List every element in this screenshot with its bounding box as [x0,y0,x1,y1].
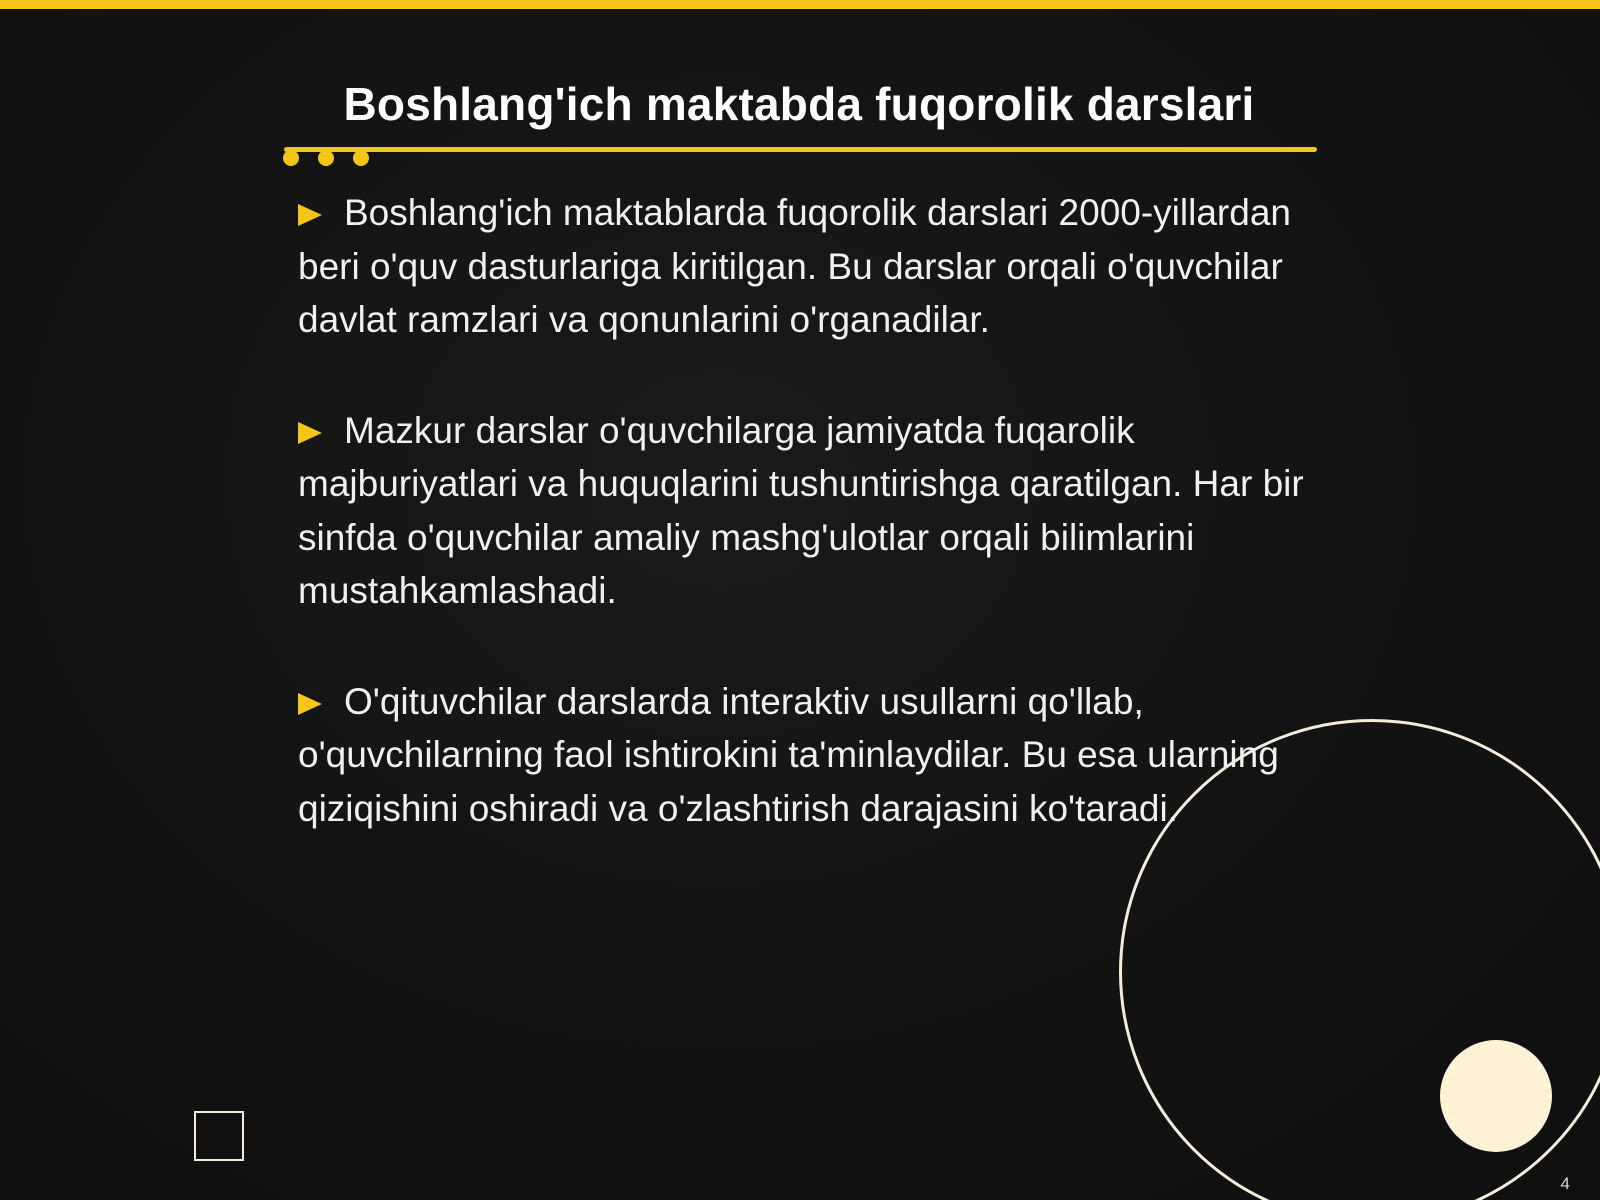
decorative-square [194,1111,244,1161]
bullet-list [298,186,1308,892]
bullet-item [298,675,1308,836]
decorative-dot [318,150,334,166]
triangle-right-icon [298,422,322,444]
page-number: 4 [1560,1174,1570,1193]
decorative-circle-filled [1440,1040,1552,1152]
triangle-right-icon [298,204,322,226]
bullet-item [298,404,1308,618]
top-accent-bar [0,0,1600,9]
slide-title: Boshlang'ich maktabda fuqorolik darslari [343,78,1255,130]
bullet-text: Mazkur darslar o'quvchilarga jamiyatda fuqarolik majburiyatlari va huquqlarini tushuntirishga qaratilgan. Har bir sinfda o'quvchilar amaliy mashg'ulotlar orqali bilimlarini mustahkamlashadi. [298,409,1304,611]
bullet-text: Boshlang'ich maktablarda fuqorolik darslari 2000-yillardan beri o'quv dasturlariga kiritilgan. Bu darslar orqali o'quvchilar davlat ramzlari va qonunlarini o'rganadilar. [298,192,1291,340]
decorative-dot [353,150,369,166]
bullet-item [298,186,1308,347]
bullet-text: O'qituvchilar darslarda interaktiv usullarni qo'llab, o'quvchilarning faol ishtirokini ta'minlaydilar. Bu esa ularning qiziqishini oshiradi va o'zlashtirish darajasini ko'taradi. [298,680,1279,829]
title-underline [284,147,1317,152]
decorative-dot [283,150,299,166]
triangle-right-icon [298,693,322,715]
